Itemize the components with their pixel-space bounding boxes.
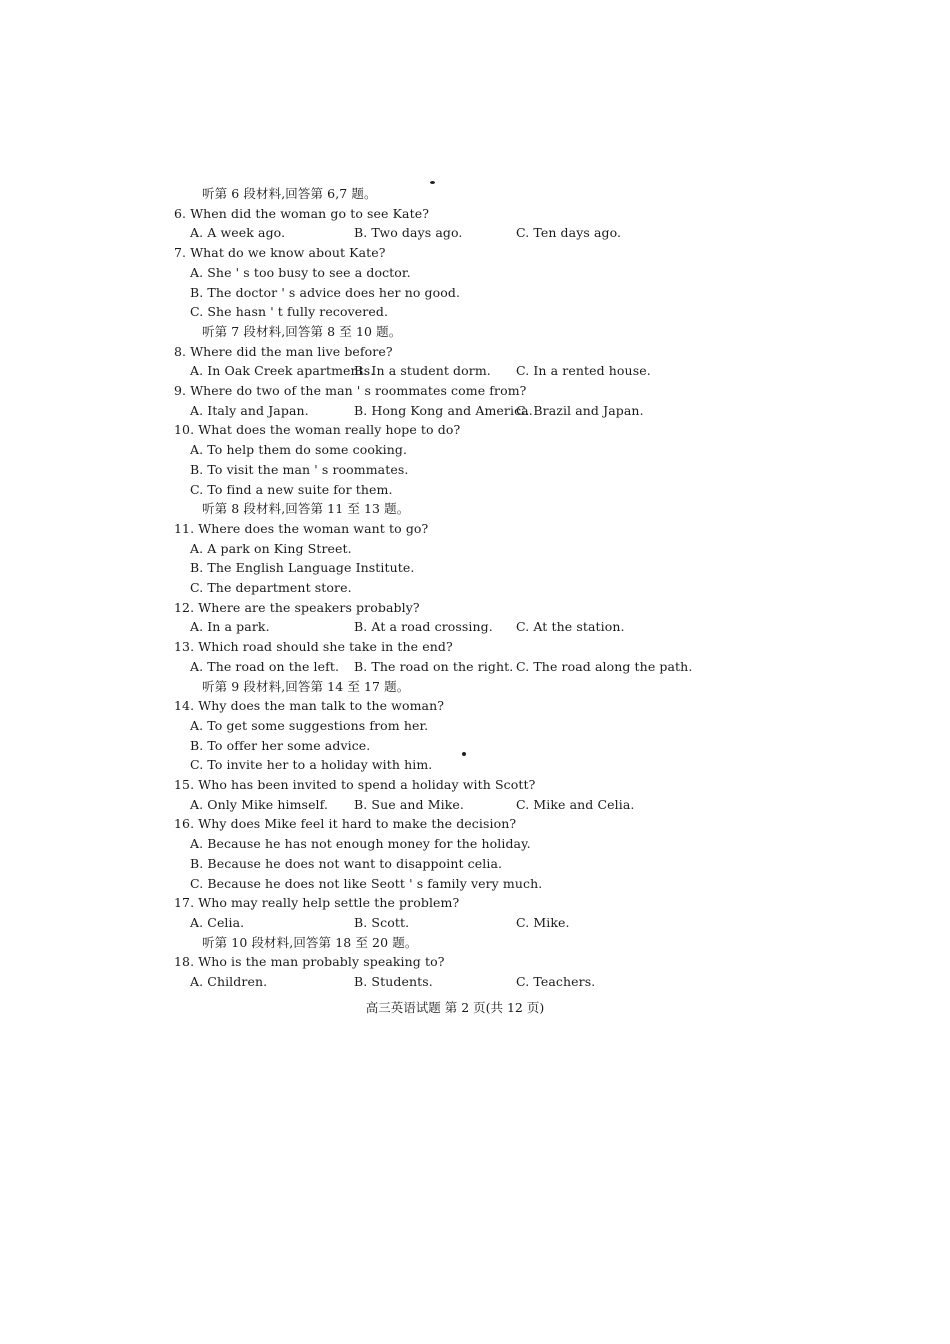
option-b: B. At a road crossing.: [354, 619, 493, 635]
option-line: A. She ' s too busy to see a doctor.: [190, 264, 411, 280]
option-line: C. To invite her to a holiday with him.: [190, 757, 433, 773]
question-stem: 17. Who may really help settle the problem?: [174, 895, 460, 911]
option-b: B. In a student dorm.: [354, 363, 491, 379]
option-line: A. To help them do some cooking.: [190, 442, 408, 458]
option-b: B. Scott.: [354, 914, 410, 930]
footer-text: 高三英语试题 第 2 页(共 12 页): [365, 1000, 545, 1015]
section-heading: 听第 7 段材料,回答第 8 至 10 题。: [202, 323, 402, 339]
question-stem: 18. Who is the man probably speaking to?: [174, 954, 445, 970]
option-a: A. A week ago.: [190, 225, 286, 241]
option-b: B. Hong Kong and America.: [354, 402, 533, 418]
option-line: B. The English Language Institute.: [190, 560, 415, 576]
option-line: A. A park on King Street.: [190, 540, 352, 556]
option-c: C. Teachers.: [516, 974, 596, 989]
option-c: C. Mike.: [516, 914, 570, 930]
section-heading: 听第 6 段材料,回答第 6,7 题。: [202, 186, 377, 201]
page-footer: [0, 1000, 950, 1016]
option-b: B. The road on the right.: [354, 658, 514, 674]
option-a: A. The road on the left.: [190, 658, 340, 674]
option-line: B. The doctor ' s advice does her no good.: [190, 284, 461, 300]
scan-speck: [430, 181, 435, 184]
option-line: B. To offer her some advice.: [190, 737, 371, 753]
option-c: C. Brazil and Japan.: [516, 402, 644, 418]
question-stem: 6. When did the woman go to see Kate?: [174, 205, 430, 221]
option-line: A. To get some suggestions from her.: [190, 717, 429, 733]
question-stem: 15. Who has been invited to spend a holiday with Scott?: [174, 777, 536, 792]
question-stem: 8. Where did the man live before?: [174, 343, 393, 359]
option-line: C. She hasn ' t fully recovered.: [190, 304, 389, 320]
option-c: C. In a rented house.: [516, 363, 651, 379]
option-b: B. Students.: [354, 974, 433, 989]
section-heading: 听第 8 段材料,回答第 11 至 13 题。: [202, 501, 410, 517]
option-a: A. In a park.: [190, 619, 270, 635]
question-stem: 9. Where do two of the man ' s roommates come from?: [174, 383, 527, 398]
scan-speck: [462, 752, 466, 756]
question-stem: 16. Why does Mike feel it hard to make the decision?: [174, 816, 517, 832]
option-line: C. Because he does not like Seott ' s family very much.: [190, 875, 543, 891]
option-line: B. To visit the man ' s roommates.: [190, 461, 409, 477]
option-a: A. Italy and Japan.: [190, 402, 309, 418]
option-line: B. Because he does not want to disappoint celia.: [190, 855, 503, 871]
section-heading: 听第 9 段材料,回答第 14 至 17 题。: [202, 678, 410, 694]
option-c: C. Mike and Celia.: [516, 796, 635, 812]
option-c: C. At the station.: [516, 619, 625, 635]
question-stem: 12. Where are the speakers probably?: [174, 599, 420, 615]
option-line: A. Because he has not enough money for the holiday.: [190, 836, 531, 852]
option-a: A. In Oak Creek apartments.: [190, 363, 375, 379]
section-heading: 听第 10 段材料,回答第 18 至 20 题。: [202, 934, 418, 950]
option-c: C. Ten days ago.: [516, 225, 622, 241]
question-stem: 13. Which road should she take in the end?: [174, 639, 453, 655]
question-stem: 10. What does the woman really hope to do?: [174, 422, 461, 438]
option-line: C. The department store.: [190, 580, 352, 595]
question-stem: 11. Where does the woman want to go?: [174, 520, 429, 536]
option-a: A. Children.: [190, 974, 268, 989]
question-stem: 14. Why does the man talk to the woman?: [174, 698, 445, 714]
option-a: A. Celia.: [190, 914, 245, 930]
option-c: C. The road along the path.: [516, 658, 693, 674]
option-b: B. Two days ago.: [354, 225, 463, 241]
option-a: A. Only Mike himself.: [190, 796, 329, 812]
question-stem: 7. What do we know about Kate?: [174, 245, 386, 261]
option-line: C. To find a new suite for them.: [190, 481, 393, 497]
option-b: B. Sue and Mike.: [354, 796, 464, 812]
